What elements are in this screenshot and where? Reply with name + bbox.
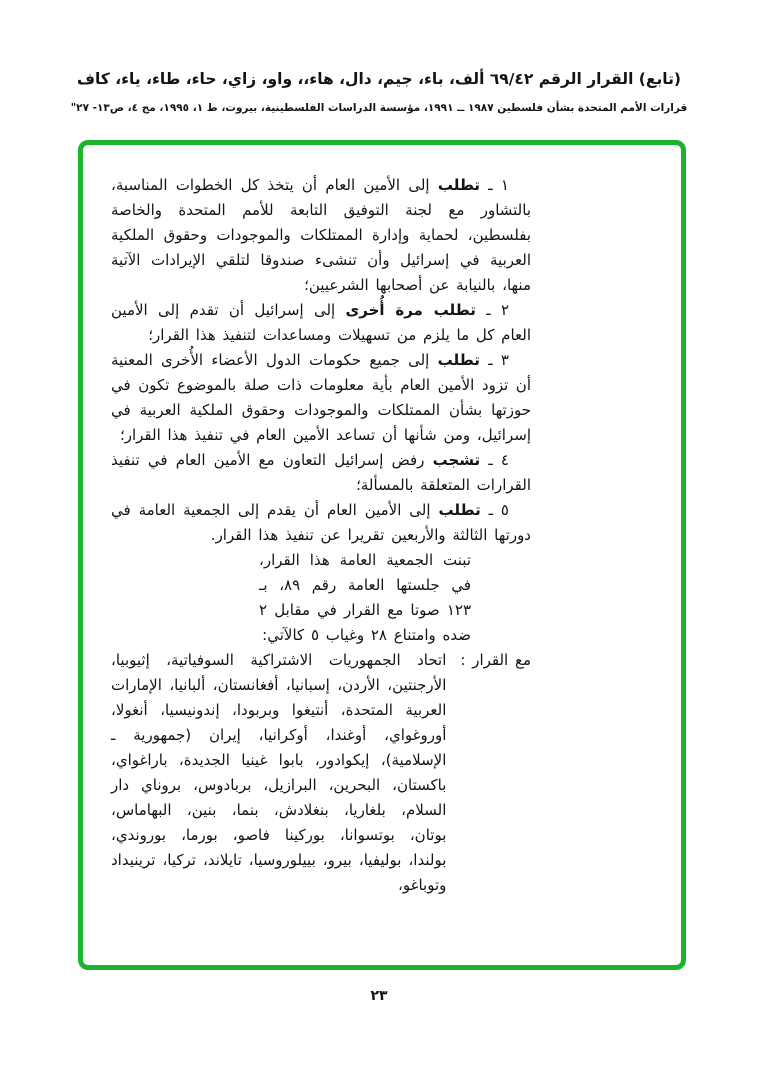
paragraph-text: إلى الأمين العام أن يتخذ كل الخطوات المناسبة، بالتشاور مع لجنة التوفيق التابعة للأمم المتحدة والخاصة بفلسطين، لحماية وإدارة الممتلكات والموجودات وحقوق الملكية العربية في إسرائيل وأن تنشىء صندوقا لتلقي الإيرادات الآتية منها، بالنيابة عن أصحابها الشرعيين؛ bbox=[111, 176, 531, 294]
paragraph-verb: تطلب مرة أُخرى bbox=[345, 301, 476, 319]
header-source-citation: قرارات الأمم المتحدة بشأن فلسطين ١٩٨٧ ــ ١٩٩١، مؤسسة الدراسات الفلسطينية، بيروت، ط ١، ١٩٩٥، مج ٤، ص١٣- ٢٧" bbox=[70, 102, 688, 114]
page-number: ٢٣ bbox=[370, 988, 388, 1004]
paragraph-number: ٥ ـ bbox=[488, 501, 509, 519]
paragraph-text: إلى جميع حكومات الدول الأعضاء الأُخرى المعنية أن تزود الأمين العام بأية معلومات ذات صلة بالموضوع تكون في حوزتها بشأن الممتلكات والموجودات وحقوق الملكية العربية في إسرائيل، ومن شأنها أن تساعد الأمين العام في تنفيذ هذا القرار؛ bbox=[111, 351, 531, 444]
paragraph-number: ٣ ـ bbox=[488, 351, 509, 369]
resolution-paragraph-3 bbox=[111, 348, 531, 448]
paragraph-verb: تشجب bbox=[432, 451, 481, 469]
resolution-paragraph-5 bbox=[111, 498, 531, 548]
paragraph-verb: تطلب bbox=[437, 176, 481, 194]
vote-label: مع القرار : bbox=[460, 651, 531, 669]
green-border-box bbox=[78, 140, 686, 970]
adoption-note: تبنت الجمعية العامة هذا القرار، في جلستها العامة رقم ٨٩، بـ ١٢٣ صوتا مع القرار في مقابل ٢ ضده وامتناع ٢٨ وغياب ٥ كالآتي: bbox=[259, 551, 471, 644]
paragraph-number: ١ ـ bbox=[488, 176, 509, 194]
resolution-paragraph-2 bbox=[111, 298, 531, 348]
header-resolution-title: (تابع) القرار الرقم ٦٩/٤٢ ألف، باء، جيم، دال، هاء،، واو، زاي، حاء، طاء، ياء، كاف bbox=[76, 70, 681, 88]
paragraph-text: إلى الأمين العام أن يقدم إلى الجمعية العامة في دورتها الثالثة والأربعين تقريرا عن تنفيذ هذا القرار. bbox=[111, 501, 531, 544]
vote-record bbox=[111, 648, 531, 898]
paragraph-number: ٢ ـ bbox=[486, 301, 509, 319]
paragraph-verb: تطلب bbox=[437, 351, 480, 369]
paragraph-number: ٤ ـ bbox=[488, 451, 509, 469]
resolution-paragraph-4 bbox=[111, 448, 531, 498]
resolution-paragraph-1 bbox=[111, 173, 531, 298]
paragraph-text: رفض إسرائيل التعاون مع الأمين العام في تنفيذ القرارات المتعلقة بالمسألة؛ bbox=[111, 451, 531, 494]
vote-countries-list: اتحاد الجمهوريات الاشتراكية السوفياتية، إثيوبيا، الأرجنتين، الأردن، إسبانيا، أفغانستان، ألبانيا، الإمارات العربية المتحدة، أنتيغوا وبربودا، إندونيسيا، أنغولا، أوروغواي، أوغندا، أوكرانيا، إيران (جمهورية ـ الإسلامية)، إيكوادور، بابوا غينيا الجديدة، باراغواي، باكستان، البحرين، البرازيل، بربادوس، بروناي دار السلام، بلغاريا، بنغلادش، بنما، بنين، البهاماس، بوتان، بوتسوانا، بوركينا فاصو، بورما، بوروندي، بولندا، بوليفيا، بيرو، بييلوروسيا، تايلاند، تركيا، ترينيداد وتوباغو، bbox=[111, 651, 447, 894]
paragraph-verb: تطلب bbox=[438, 501, 481, 519]
resolution-body bbox=[111, 173, 531, 898]
paragraph-text: إلى إسرائيل أن تقدم إلى الأمين العام كل ما يلزم من تسهيلات ومساعدات لتنفيذ هذا القرار؛ bbox=[111, 301, 531, 344]
